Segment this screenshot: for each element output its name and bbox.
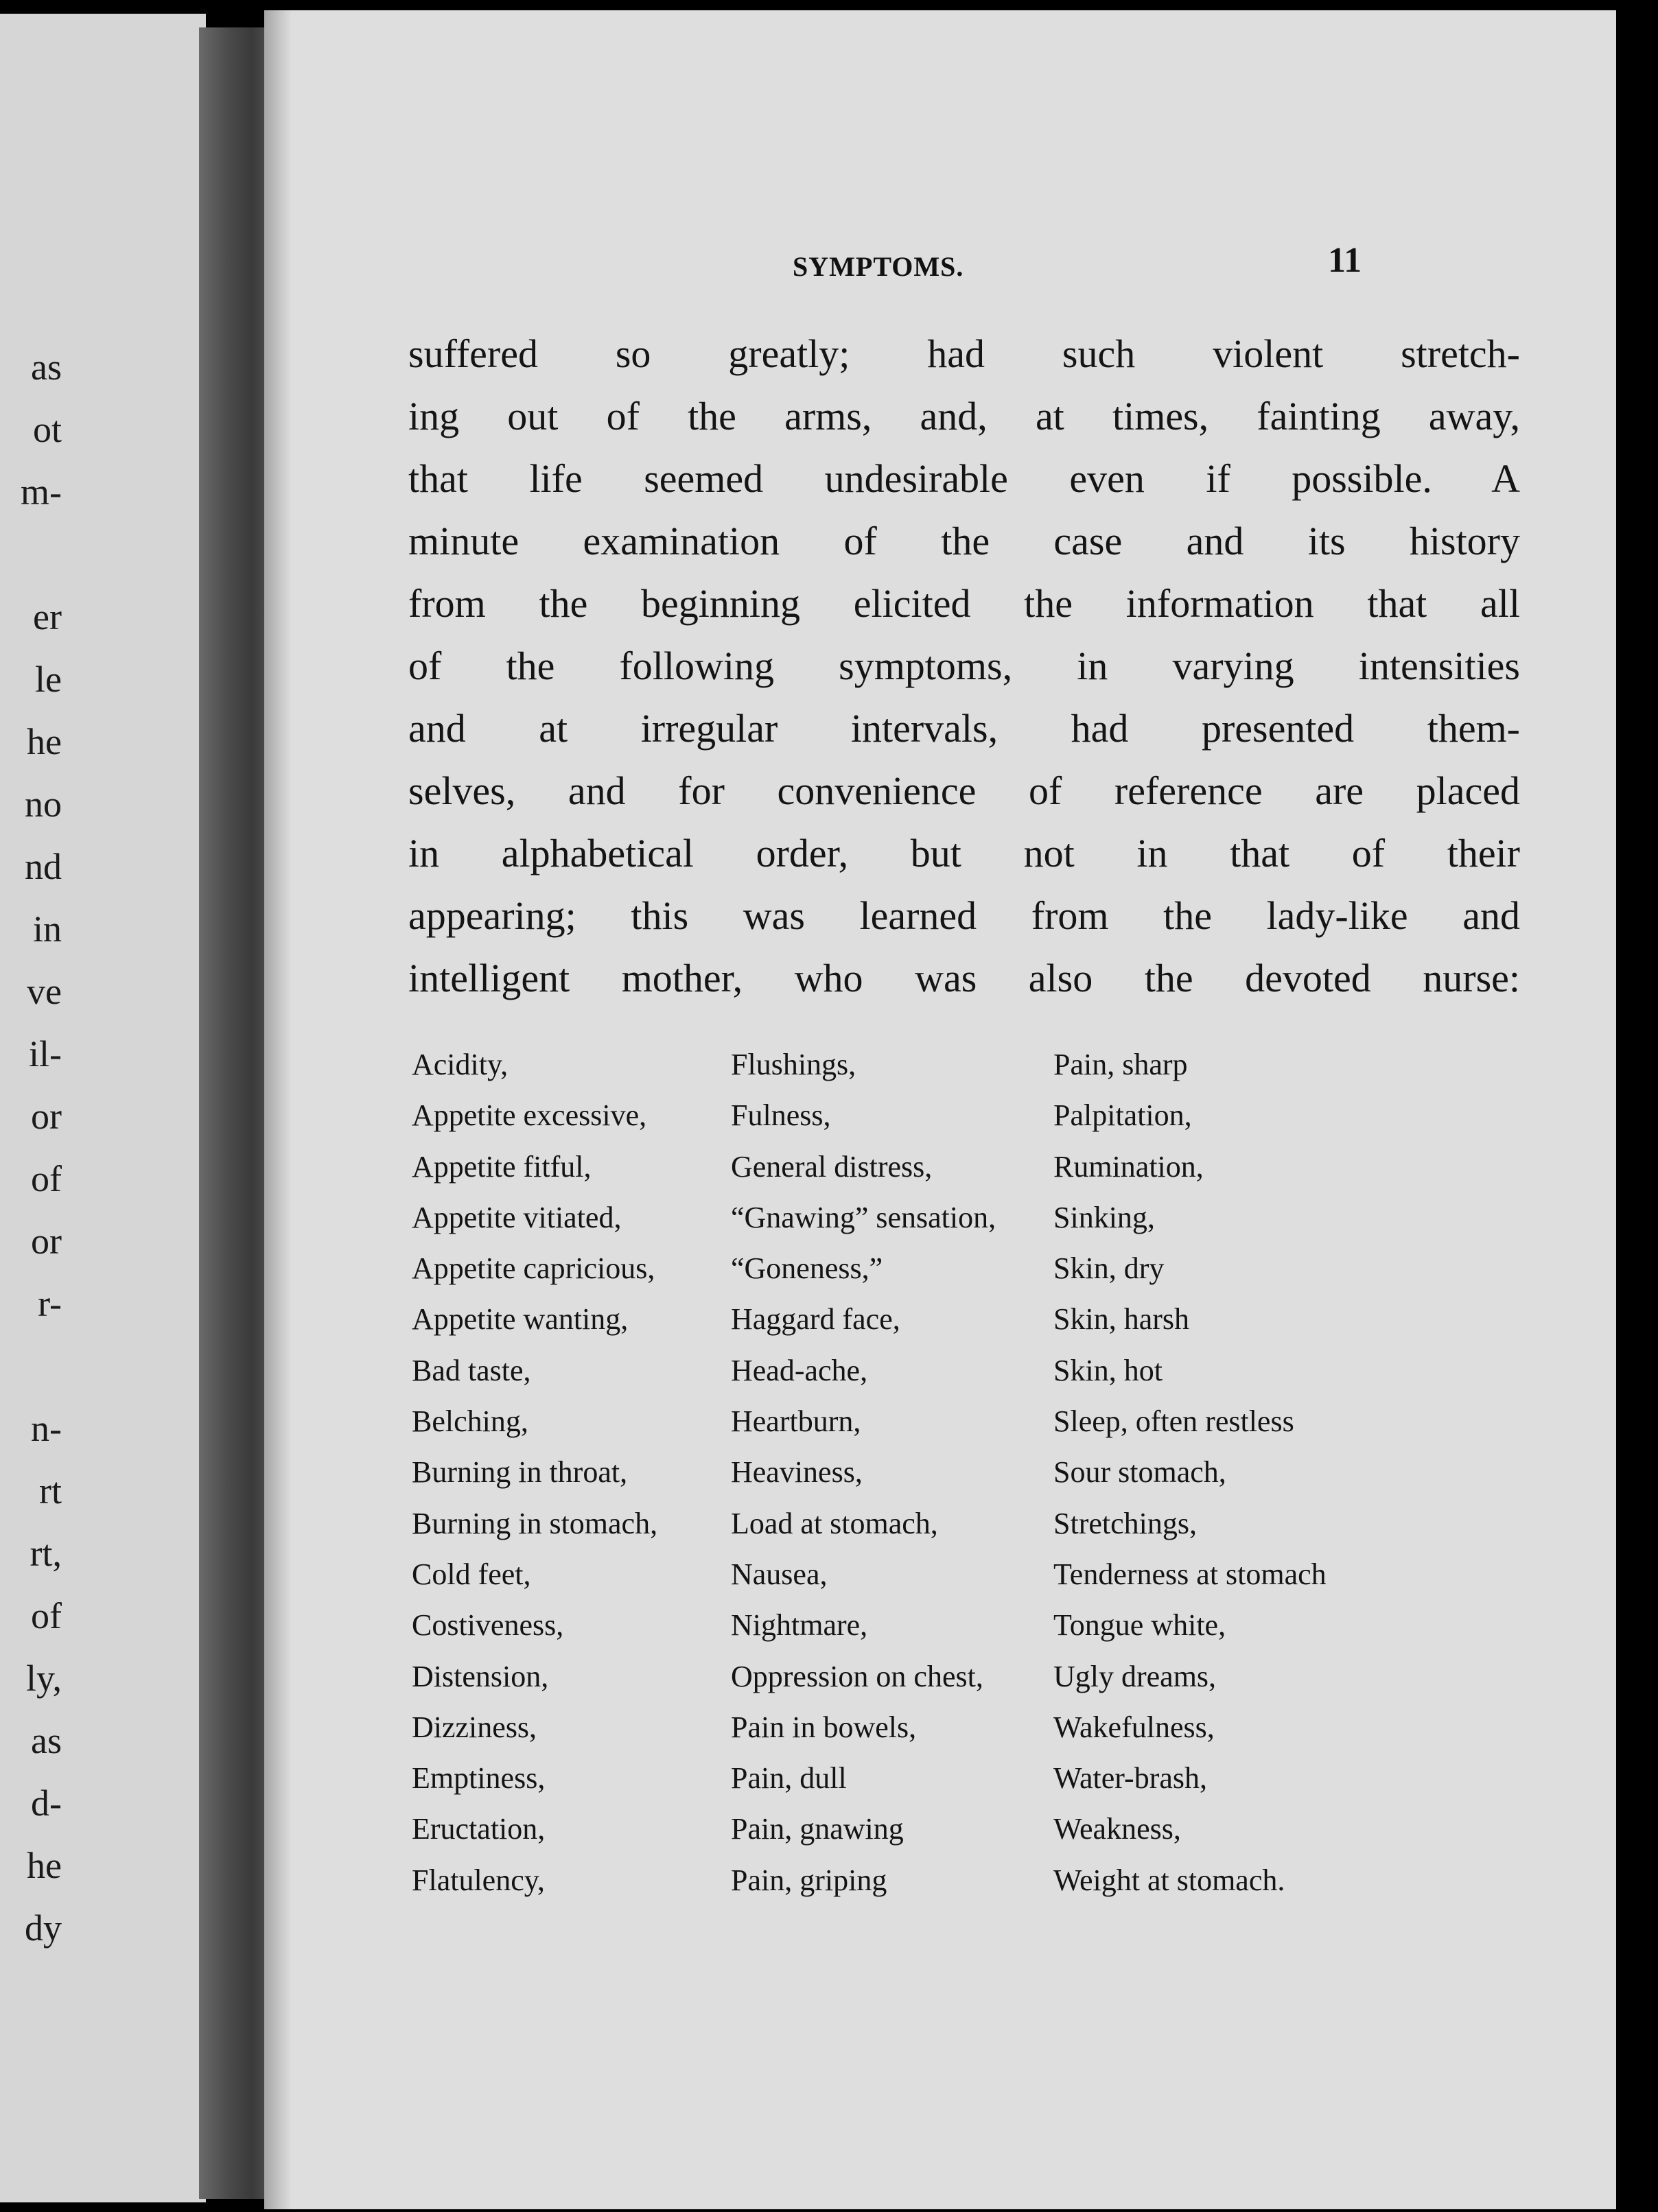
symptom-item: Water-brash, [1053,1761,1208,1796]
symptom-item: Nausea, [731,1557,828,1591]
symptom-item: Dizziness, [412,1710,537,1744]
paragraph-line: from the beginning elicited the information that all [408,581,1520,626]
page-number: 11 [1328,241,1362,280]
symptom-item: Weakness, [1053,1812,1181,1846]
symptom-item: Costiveness, [412,1608,564,1643]
facing-page-fragment [0,1335,62,1398]
paragraph-line: intelligent mother, who was also the devoted nurse: [408,956,1520,1000]
symptom-item: Cold feet, [412,1557,531,1591]
symptom-item: Tongue white, [1053,1608,1226,1643]
facing-page-fragment: of [31,1158,62,1199]
facing-page-fragment: or [31,1221,62,1262]
symptom-item: Tenderness at stomach [1053,1557,1327,1591]
symptom-item: Sinking, [1053,1200,1155,1234]
paragraph-line: of the following symptoms, in varying intensities [408,644,1520,688]
symptom-item: Burning in stomach, [412,1506,658,1540]
symptom-item: Heaviness, [731,1455,863,1490]
facing-page-fragment: rt [39,1470,62,1511]
facing-page-fragment: he [27,721,62,762]
symptom-item: Appetite excessive, [412,1098,647,1133]
symptom-item: Acidity, [412,1048,509,1081]
body-paragraph [408,322,1520,1009]
book-page [264,10,1616,2209]
book-gutter [199,27,275,2199]
facing-page-fragment: il- [29,1033,62,1074]
symptom-item: Pain, gnawing [731,1812,904,1846]
running-head: SYMPTOMS. [793,251,964,282]
symptom-column-3 [1053,1039,1327,1906]
paragraph-line: ing out of the arms, and, at times, fainting away, [408,394,1520,438]
symptom-item: Fulness, [731,1098,831,1133]
symptom-item: Stretchings, [1053,1506,1197,1540]
page-shadow [264,10,292,2209]
facing-page-fragment: n- [31,1408,62,1449]
symptom-column-1 [412,1039,657,1906]
facing-page-fragment: er [33,596,62,637]
symptom-item: Flushings, [731,1048,856,1081]
facing-page-fragment: r- [38,1283,62,1324]
facing-page-fragment [0,523,62,586]
symptom-item: Palpitation, [1053,1098,1192,1133]
facing-page-fragment: as [31,1720,62,1761]
symptom-item: Skin, dry [1053,1251,1165,1286]
symptom-item: Pain, griping [731,1863,887,1897]
facing-page-fragment: ot [32,409,62,450]
symptom-item: Ugly dreams, [1053,1659,1217,1693]
facing-page-fragment: nd [25,846,62,887]
symptom-item: Pain in bowels, [731,1710,917,1744]
symptom-item: Sour stomach, [1053,1455,1226,1490]
symptom-item: Rumination, [1053,1149,1204,1184]
paragraph-line: in alphabetical order, but not in that of their [408,831,1520,875]
paragraph-line: selves, and for convenience of reference are placed [408,768,1520,813]
symptom-item: Haggard face, [731,1302,900,1337]
symptom-item: Wakefulness, [1053,1710,1215,1744]
symptom-item: Oppression on chest, [731,1659,983,1693]
symptom-item: Nightmare, [731,1608,868,1643]
symptom-item: Pain, dull [731,1761,847,1796]
symptom-item: General distress, [731,1149,933,1184]
paragraph-line: that life seemed undesirable even if possible. A [408,456,1520,501]
symptom-item: Appetite fitful, [412,1149,592,1184]
symptom-item: Skin, harsh [1053,1302,1189,1337]
symptom-item: Sleep, often restless [1053,1404,1294,1439]
symptom-item: Load at stomach, [731,1506,938,1540]
paragraph-line: suffered so greatly; had such violent stretch- [408,331,1520,376]
facing-page-fragment: no [25,784,62,825]
facing-page-fragment: m- [21,471,62,513]
facing-page-fragment: d- [31,1782,62,1824]
symptom-item: Belching, [412,1404,528,1439]
symptom-item: “Gnawing” sensation, [731,1200,996,1234]
facing-page-fragment: or [31,1096,62,1137]
symptom-column-2 [731,1039,996,1906]
symptom-item: Appetite capricious, [412,1251,655,1286]
symptom-item: Weight at stomach. [1053,1863,1285,1897]
facing-page-fragment: dy [25,1907,62,1949]
symptom-item: Heartburn, [731,1404,861,1439]
facing-page-fragment: of [31,1595,62,1636]
symptom-item: Distension, [412,1659,549,1693]
symptom-item: Head-ache, [731,1353,868,1387]
symptom-item: Burning in throat, [412,1455,628,1490]
facing-page-left [0,14,206,2202]
symptom-item: Flatulency, [412,1863,545,1897]
facing-page-fragment: ly, [26,1658,62,1699]
symptom-item: Appetite wanting, [412,1302,629,1337]
paragraph-line: appearing; this was learned from the lady-like and [408,893,1520,938]
paragraph-line: minute examination of the case and its history [408,519,1520,563]
facing-page-text [0,336,62,1960]
facing-page-fragment: in [32,908,62,950]
symptom-item: Bad taste, [412,1353,531,1387]
facing-page-fragment: rt, [30,1533,62,1574]
facing-page-fragment: he [27,1845,62,1886]
symptom-item: Eructation, [412,1812,546,1846]
symptom-item: Appetite vitiated, [412,1200,622,1234]
symptom-item: “Goneness,” [731,1251,883,1286]
symptom-item: Skin, hot [1053,1353,1163,1387]
symptom-item: Pain, sharp [1053,1048,1188,1081]
facing-page-fragment: as [31,346,62,388]
symptom-item: Emptiness, [412,1761,546,1796]
paragraph-line: and at irregular intervals, had presented them- [408,706,1520,751]
facing-page-fragment: ve [27,971,62,1012]
facing-page-fragment: le [35,659,62,700]
